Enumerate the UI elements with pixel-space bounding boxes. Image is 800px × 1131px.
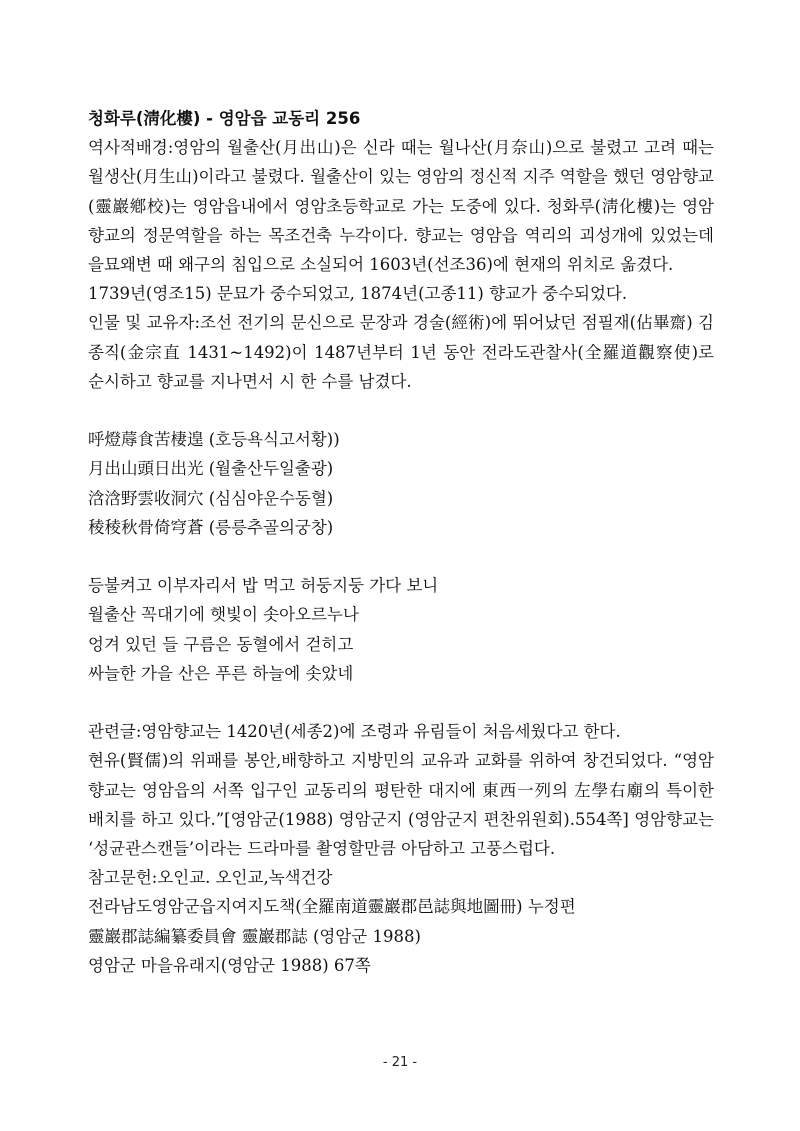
poem-korean xyxy=(88,571,714,688)
repair-line: 1739년(영조15) 문묘가 중수되었고, 1874년(고종11) 향교가 중수되었다. xyxy=(88,284,628,304)
poem-korean-line: 싸늘한 가을 산은 푸른 하늘에 솟았네 xyxy=(88,663,354,683)
related-line: 관련글:영암향교는 1420년(세종2)에 조령과 유림들이 처음세웠다고 한다. xyxy=(88,722,621,742)
reference-line: 참고문헌:오인교. 오인교,녹색건강 xyxy=(88,868,333,888)
spacer xyxy=(88,542,714,571)
references xyxy=(88,863,714,980)
poem-korean-line: 월출산 꼭대기에 햇빛이 솟아오르누나 xyxy=(88,605,359,625)
section-title: 청화루(淸化樓) - 영암읍 교동리 256 xyxy=(88,109,361,128)
spacer xyxy=(88,396,714,425)
related-paragraph: 현유(賢儒)의 위패를 봉안,배향하고 지방민의 교유과 교화를 위하여 창건되었다. “영암향교는 영암읍의 서쪽 입구인 교동리의 평탄한 대지에 東西一列의 左學右廟의 특이한 배치를 하고 있다.”[영암군(1988) 영암군지 (영암군지 편찬위원회).554쪽] 영암향교는 ‘성균관스캔들’이라는 드라마를 촬영할만큼 아담하고 고풍스럽다. xyxy=(88,751,714,859)
reference-line: 靈巖郡誌編纂委員會 靈巖郡誌 (영암군 1988) xyxy=(88,926,421,946)
history-paragraph: 역사적배경:영암의 월출산(月出山)은 신라 때는 월나산(月奈山)으로 불렸고 고려 때는 월생산(月生山)이라고 불렸다. 월출산이 있는 영암의 정신적 지주 역할을 했던 영암향교(靈巖鄕校)는 영암읍내에서 영암초등학교로 가는 도중에 있다. 청화루(淸化樓)는 영암향교의 정문역할을 하는 목조건축 누각이다. 향교는 영암읍 역리의 괴성개에 있었는데 을묘왜변 때 왜구의 침입으로 소실되어 1603년(선조36)에 현재의 위치로 옮겼다. xyxy=(88,138,714,275)
page-content xyxy=(88,104,714,980)
poem-hanja xyxy=(88,425,714,542)
poem-hanja-line: 呼燈蓐食苦棲遑 (호등욕식고서황)) xyxy=(88,430,340,450)
poem-hanja-line: 浛浛野雲收洞穴 (심심야운수동혈) xyxy=(88,488,334,508)
poem-korean-line: 엉겨 있던 들 구름은 동혈에서 걷히고 xyxy=(88,634,354,654)
people-paragraph: 인물 및 교유자:조선 전기의 문신으로 문장과 경술(經術)에 뛰어났던 점필재(佔畢齋) 김종직(金宗直 1431~1492)이 1487년부터 1년 동안 전라도관찰사(全羅道觀察使)로 순시하고 향교를 지나면서 시 한 수를 남겼다. xyxy=(88,313,714,391)
poem-hanja-line: 月出山頭日出光 (월출산두일출광) xyxy=(88,459,334,479)
reference-line: 영암군 마을유래지(영암군 1988) 67쪽 xyxy=(88,955,371,975)
page-number: - 21 - xyxy=(382,1055,418,1070)
spacer xyxy=(88,688,714,717)
reference-line: 전라남도영암군읍지여지도책(全羅南道靈巖郡邑誌與地圖冊) 누정편 xyxy=(88,897,576,917)
poem-korean-line: 등불켜고 이부자리서 밥 먹고 허둥지둥 가다 보니 xyxy=(88,576,439,596)
poem-hanja-line: 稜稜秋骨倚穹蒼 (릉릉추골의궁창) xyxy=(88,517,334,537)
